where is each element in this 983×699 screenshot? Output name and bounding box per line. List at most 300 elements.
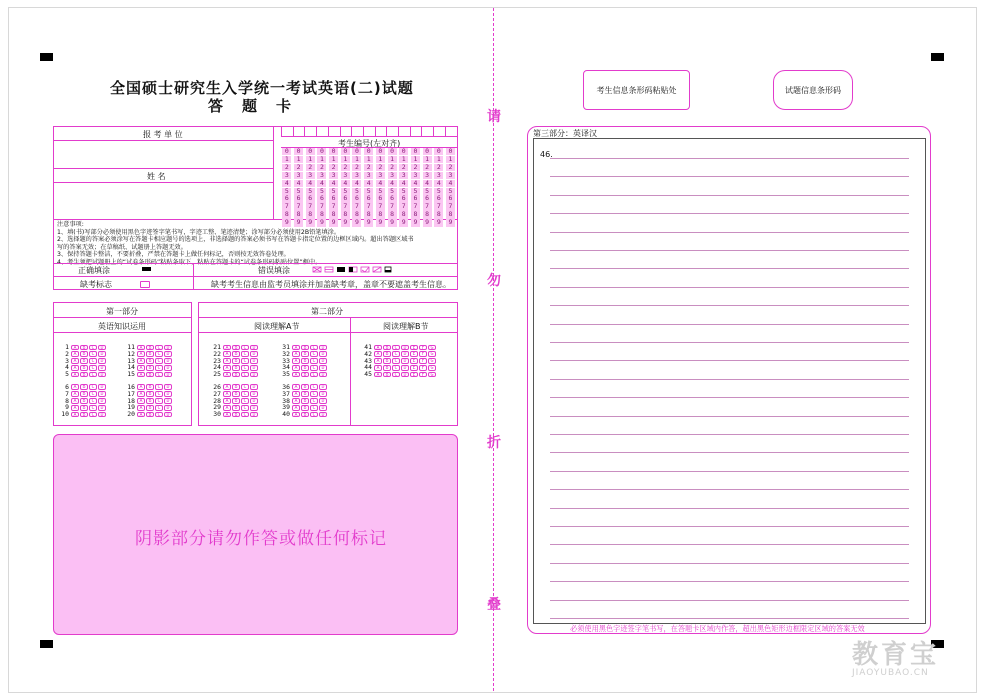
option-bubble-b[interactable]: B xyxy=(80,391,88,397)
option-bubble-b[interactable]: B xyxy=(80,405,88,411)
exam-id-bubble[interactable]: 5 xyxy=(446,188,455,195)
option-bubble-c[interactable]: C xyxy=(155,345,163,351)
option-bubble-f[interactable]: F xyxy=(419,358,427,364)
exam-id-bubble[interactable]: 4 xyxy=(317,180,326,187)
exam-id-bubble[interactable]: 1 xyxy=(364,156,373,163)
exam-id-bubble[interactable]: 4 xyxy=(282,180,291,187)
name-field[interactable] xyxy=(54,183,272,218)
exam-id-bubble[interactable]: 2 xyxy=(388,164,397,171)
option-bubble-d[interactable]: D xyxy=(98,365,106,371)
exam-id-bubble[interactable]: 7 xyxy=(434,203,443,210)
option-bubble-b[interactable]: B xyxy=(383,365,391,371)
option-bubble-d[interactable]: D xyxy=(250,365,258,371)
option-bubble-d[interactable]: D xyxy=(164,351,172,357)
option-bubble-c[interactable]: C xyxy=(392,345,400,351)
option-bubble-a[interactable]: A xyxy=(71,372,79,378)
option-bubble-b[interactable]: B xyxy=(232,405,240,411)
option-bubble-c[interactable]: C xyxy=(310,358,318,364)
option-bubble-b[interactable]: B xyxy=(232,345,240,351)
exam-id-bubble[interactable]: 5 xyxy=(388,188,397,195)
option-bubble-c[interactable]: C xyxy=(89,372,97,378)
option-bubble-c[interactable]: C xyxy=(310,365,318,371)
exam-id-bubble[interactable]: 8 xyxy=(282,211,291,218)
option-bubble-a[interactable]: A xyxy=(292,372,300,378)
option-bubble-b[interactable]: B xyxy=(301,412,309,418)
option-bubble-b[interactable]: B xyxy=(80,351,88,357)
option-bubble-f[interactable]: F xyxy=(419,351,427,357)
option-bubble-e[interactable]: E xyxy=(410,345,418,351)
exam-id-bubble[interactable]: 9 xyxy=(388,219,397,226)
option-bubble-c[interactable]: C xyxy=(241,358,249,364)
option-bubble-d[interactable]: D xyxy=(250,412,258,418)
option-bubble-d[interactable]: D xyxy=(98,351,106,357)
option-bubble-a[interactable]: A xyxy=(137,372,145,378)
exam-id-bubble[interactable]: 3 xyxy=(388,172,397,179)
option-bubble-b[interactable]: B xyxy=(146,398,154,404)
exam-id-bubble[interactable]: 9 xyxy=(282,219,291,226)
exam-id-bubble[interactable]: 1 xyxy=(352,156,361,163)
exam-id-bubble[interactable]: 9 xyxy=(341,219,350,226)
option-bubble-b[interactable]: B xyxy=(232,358,240,364)
option-bubble-a[interactable]: A xyxy=(71,405,79,411)
option-bubble-b[interactable]: B xyxy=(80,384,88,390)
exam-id-bubble[interactable]: 3 xyxy=(399,172,408,179)
exam-id-bubble[interactable]: 0 xyxy=(282,148,291,155)
exam-id-write-cell[interactable] xyxy=(316,126,328,136)
option-bubble-a[interactable]: A xyxy=(292,384,300,390)
option-bubble-c[interactable]: C xyxy=(241,345,249,351)
exam-id-bubble[interactable]: 3 xyxy=(282,172,291,179)
option-bubble-c[interactable]: C xyxy=(310,384,318,390)
exam-id-bubble[interactable]: 7 xyxy=(399,203,408,210)
exam-id-bubble[interactable]: 7 xyxy=(329,203,338,210)
exam-id-bubble[interactable]: 5 xyxy=(294,188,303,195)
exam-id-bubble[interactable]: 1 xyxy=(294,156,303,163)
exam-id-bubble[interactable]: 5 xyxy=(282,188,291,195)
exam-id-bubble[interactable]: 8 xyxy=(376,211,385,218)
option-bubble-d[interactable]: D xyxy=(98,398,106,404)
exam-id-bubble[interactable]: 4 xyxy=(434,180,443,187)
exam-id-bubble[interactable]: 9 xyxy=(306,219,315,226)
exam-id-bubble[interactable]: 0 xyxy=(317,148,326,155)
exam-id-bubble[interactable]: 4 xyxy=(388,180,397,187)
option-bubble-d[interactable]: D xyxy=(98,405,106,411)
exam-id-bubble[interactable]: 5 xyxy=(317,188,326,195)
option-bubble-d[interactable]: D xyxy=(164,345,172,351)
option-bubble-b[interactable]: B xyxy=(146,351,154,357)
option-bubble-c[interactable]: C xyxy=(310,372,318,378)
exam-id-bubble[interactable]: 6 xyxy=(329,195,338,202)
option-bubble-d[interactable]: D xyxy=(164,384,172,390)
exam-id-bubble[interactable]: 1 xyxy=(282,156,291,163)
exam-id-bubble[interactable]: 8 xyxy=(317,211,326,218)
exam-id-bubble[interactable]: 6 xyxy=(294,195,303,202)
exam-id-bubble[interactable]: 8 xyxy=(388,211,397,218)
option-bubble-a[interactable]: A xyxy=(223,372,231,378)
option-bubble-b[interactable]: B xyxy=(146,365,154,371)
option-bubble-d[interactable]: D xyxy=(98,412,106,418)
option-bubble-b[interactable]: B xyxy=(232,372,240,378)
option-bubble-a[interactable]: A xyxy=(137,412,145,418)
exam-id-bubble[interactable]: 0 xyxy=(434,148,443,155)
exam-id-bubble[interactable]: 1 xyxy=(329,156,338,163)
option-bubble-b[interactable]: B xyxy=(301,351,309,357)
option-bubble-a[interactable]: A xyxy=(374,358,382,364)
exam-id-bubble[interactable]: 0 xyxy=(411,148,420,155)
option-bubble-c[interactable]: C xyxy=(89,391,97,397)
option-bubble-b[interactable]: B xyxy=(80,412,88,418)
exam-id-bubble[interactable]: 4 xyxy=(446,180,455,187)
exam-id-bubble[interactable]: 6 xyxy=(434,195,443,202)
option-bubble-b[interactable]: B xyxy=(146,391,154,397)
exam-id-bubble[interactable]: 6 xyxy=(282,195,291,202)
option-bubble-b[interactable]: B xyxy=(301,391,309,397)
exam-id-bubble[interactable]: 8 xyxy=(352,211,361,218)
option-bubble-d[interactable]: D xyxy=(319,412,327,418)
option-bubble-d[interactable]: D xyxy=(250,391,258,397)
exam-id-write-cell[interactable] xyxy=(445,126,457,136)
option-bubble-d[interactable]: D xyxy=(164,358,172,364)
option-bubble-d[interactable]: D xyxy=(250,384,258,390)
option-bubble-c[interactable]: C xyxy=(310,391,318,397)
option-bubble-a[interactable]: A xyxy=(137,405,145,411)
option-bubble-c[interactable]: C xyxy=(241,372,249,378)
option-bubble-f[interactable]: F xyxy=(419,365,427,371)
exam-id-bubble[interactable]: 5 xyxy=(376,188,385,195)
option-bubble-e[interactable]: E xyxy=(410,351,418,357)
option-bubble-d[interactable]: D xyxy=(98,391,106,397)
exam-id-bubble[interactable]: 7 xyxy=(376,203,385,210)
option-bubble-a[interactable]: A xyxy=(223,384,231,390)
option-bubble-a[interactable]: A xyxy=(223,345,231,351)
option-bubble-d[interactable]: D xyxy=(319,405,327,411)
option-bubble-c[interactable]: C xyxy=(89,358,97,364)
option-bubble-a[interactable]: A xyxy=(71,345,79,351)
option-bubble-a[interactable]: A xyxy=(292,398,300,404)
option-bubble-a[interactable]: A xyxy=(71,365,79,371)
option-bubble-d[interactable]: D xyxy=(401,351,409,357)
option-bubble-f[interactable]: F xyxy=(419,345,427,351)
exam-id-bubble[interactable]: 9 xyxy=(329,219,338,226)
exam-id-bubble[interactable]: 9 xyxy=(364,219,373,226)
option-bubble-d[interactable]: D xyxy=(250,372,258,378)
exam-id-bubble[interactable]: 1 xyxy=(306,156,315,163)
option-bubble-c[interactable]: C xyxy=(155,372,163,378)
option-bubble-g[interactable]: G xyxy=(428,358,436,364)
option-bubble-c[interactable]: C xyxy=(392,372,400,378)
exam-id-bubble[interactable]: 1 xyxy=(376,156,385,163)
option-bubble-a[interactable]: A xyxy=(292,405,300,411)
option-bubble-b[interactable]: B xyxy=(146,345,154,351)
option-bubble-a[interactable]: A xyxy=(374,345,382,351)
option-bubble-b[interactable]: B xyxy=(146,412,154,418)
option-bubble-a[interactable]: A xyxy=(137,358,145,364)
exam-id-bubble[interactable]: 1 xyxy=(399,156,408,163)
exam-id-bubble[interactable]: 6 xyxy=(446,195,455,202)
exam-id-bubble[interactable]: 7 xyxy=(282,203,291,210)
option-bubble-c[interactable]: C xyxy=(241,405,249,411)
exam-id-bubble[interactable]: 4 xyxy=(399,180,408,187)
option-bubble-c[interactable]: C xyxy=(89,405,97,411)
exam-id-bubble[interactable]: 4 xyxy=(341,180,350,187)
option-bubble-c[interactable]: C xyxy=(241,365,249,371)
exam-id-bubble[interactable]: 2 xyxy=(364,164,373,171)
option-bubble-b[interactable]: B xyxy=(301,345,309,351)
option-bubble-d[interactable]: D xyxy=(164,365,172,371)
exam-id-bubble[interactable]: 0 xyxy=(329,148,338,155)
option-bubble-b[interactable]: B xyxy=(80,365,88,371)
exam-id-bubble[interactable]: 9 xyxy=(434,219,443,226)
exam-id-bubble[interactable]: 4 xyxy=(352,180,361,187)
exam-id-bubble[interactable]: 4 xyxy=(364,180,373,187)
option-bubble-a[interactable]: A xyxy=(374,372,382,378)
option-bubble-d[interactable]: D xyxy=(319,384,327,390)
option-bubble-d[interactable]: D xyxy=(319,351,327,357)
option-bubble-d[interactable]: D xyxy=(319,358,327,364)
unit-field[interactable] xyxy=(54,141,272,168)
exam-id-bubble[interactable]: 2 xyxy=(411,164,420,171)
option-bubble-d[interactable]: D xyxy=(401,372,409,378)
exam-id-bubble[interactable]: 8 xyxy=(306,211,315,218)
option-bubble-c[interactable]: C xyxy=(155,405,163,411)
exam-id-bubble[interactable]: 2 xyxy=(352,164,361,171)
option-bubble-g[interactable]: G xyxy=(428,372,436,378)
exam-id-bubble[interactable]: 3 xyxy=(411,172,420,179)
option-bubble-a[interactable]: A xyxy=(223,391,231,397)
exam-id-bubble[interactable]: 0 xyxy=(388,148,397,155)
exam-id-bubble[interactable]: 1 xyxy=(411,156,420,163)
option-bubble-b[interactable]: B xyxy=(232,351,240,357)
option-bubble-d[interactable]: D xyxy=(164,398,172,404)
option-bubble-b[interactable]: B xyxy=(146,358,154,364)
option-bubble-a[interactable]: A xyxy=(292,412,300,418)
option-bubble-c[interactable]: C xyxy=(89,351,97,357)
option-bubble-d[interactable]: D xyxy=(250,405,258,411)
exam-id-bubble[interactable]: 8 xyxy=(399,211,408,218)
option-bubble-c[interactable]: C xyxy=(155,365,163,371)
exam-id-bubble[interactable]: 9 xyxy=(317,219,326,226)
exam-id-bubble[interactable]: 3 xyxy=(423,172,432,179)
option-bubble-b[interactable]: B xyxy=(301,384,309,390)
exam-id-bubble[interactable]: 2 xyxy=(434,164,443,171)
exam-id-bubble[interactable]: 6 xyxy=(364,195,373,202)
exam-id-bubble[interactable]: 1 xyxy=(317,156,326,163)
exam-id-bubble[interactable]: 0 xyxy=(423,148,432,155)
option-bubble-b[interactable]: B xyxy=(301,358,309,364)
exam-id-bubble[interactable]: 9 xyxy=(294,219,303,226)
option-bubble-c[interactable]: C xyxy=(89,384,97,390)
option-bubble-c[interactable]: C xyxy=(241,384,249,390)
option-bubble-b[interactable]: B xyxy=(232,391,240,397)
exam-id-write-cell[interactable] xyxy=(281,126,293,136)
option-bubble-c[interactable]: C xyxy=(392,358,400,364)
option-bubble-a[interactable]: A xyxy=(71,412,79,418)
option-bubble-a[interactable]: A xyxy=(374,365,382,371)
exam-id-bubble[interactable]: 6 xyxy=(376,195,385,202)
exam-id-write-cell[interactable] xyxy=(363,126,375,136)
option-bubble-a[interactable]: A xyxy=(137,391,145,397)
option-bubble-d[interactable]: D xyxy=(250,345,258,351)
exam-id-bubble[interactable]: 6 xyxy=(411,195,420,202)
exam-id-bubble[interactable]: 8 xyxy=(434,211,443,218)
option-bubble-d[interactable]: D xyxy=(319,345,327,351)
exam-id-bubble[interactable]: 3 xyxy=(434,172,443,179)
exam-id-bubble[interactable]: 5 xyxy=(364,188,373,195)
option-bubble-c[interactable]: C xyxy=(310,398,318,404)
option-bubble-c[interactable]: C xyxy=(241,391,249,397)
option-bubble-d[interactable]: D xyxy=(319,398,327,404)
option-bubble-a[interactable]: A xyxy=(223,412,231,418)
exam-id-bubble[interactable]: 0 xyxy=(294,148,303,155)
option-bubble-b[interactable]: B xyxy=(80,345,88,351)
option-bubble-g[interactable]: G xyxy=(428,365,436,371)
option-bubble-a[interactable]: A xyxy=(137,384,145,390)
option-bubble-b[interactable]: B xyxy=(301,372,309,378)
option-bubble-a[interactable]: A xyxy=(71,351,79,357)
option-bubble-d[interactable]: D xyxy=(319,372,327,378)
exam-id-bubble[interactable]: 9 xyxy=(411,219,420,226)
option-bubble-c[interactable]: C xyxy=(310,345,318,351)
option-bubble-a[interactable]: A xyxy=(292,358,300,364)
option-bubble-b[interactable]: B xyxy=(146,384,154,390)
option-bubble-d[interactable]: D xyxy=(98,358,106,364)
exam-id-bubble[interactable]: 3 xyxy=(329,172,338,179)
exam-id-bubble[interactable]: 2 xyxy=(446,164,455,171)
option-bubble-c[interactable]: C xyxy=(89,365,97,371)
exam-id-bubble[interactable]: 5 xyxy=(329,188,338,195)
option-bubble-a[interactable]: A xyxy=(374,351,382,357)
option-bubble-f[interactable]: F xyxy=(419,372,427,378)
exam-id-bubble[interactable]: 0 xyxy=(446,148,455,155)
option-bubble-a[interactable]: A xyxy=(223,358,231,364)
option-bubble-g[interactable]: G xyxy=(428,345,436,351)
exam-id-bubble[interactable]: 0 xyxy=(341,148,350,155)
option-bubble-a[interactable]: A xyxy=(137,398,145,404)
option-bubble-b[interactable]: B xyxy=(146,405,154,411)
exam-id-bubble[interactable]: 3 xyxy=(341,172,350,179)
exam-id-bubble[interactable]: 1 xyxy=(341,156,350,163)
option-bubble-b[interactable]: B xyxy=(301,405,309,411)
exam-id-bubble[interactable]: 3 xyxy=(294,172,303,179)
exam-id-bubble[interactable]: 8 xyxy=(423,211,432,218)
exam-id-write-cell[interactable] xyxy=(328,126,340,136)
exam-id-bubble[interactable]: 1 xyxy=(446,156,455,163)
exam-id-bubble[interactable]: 7 xyxy=(446,203,455,210)
option-bubble-d[interactable]: D xyxy=(164,391,172,397)
option-bubble-a[interactable]: A xyxy=(71,384,79,390)
option-bubble-a[interactable]: A xyxy=(292,345,300,351)
option-bubble-d[interactable]: D xyxy=(98,345,106,351)
exam-id-bubble[interactable]: 6 xyxy=(352,195,361,202)
option-bubble-d[interactable]: D xyxy=(164,372,172,378)
option-bubble-c[interactable]: C xyxy=(89,412,97,418)
exam-id-bubble[interactable]: 2 xyxy=(329,164,338,171)
option-bubble-c[interactable]: C xyxy=(155,412,163,418)
exam-id-bubble[interactable]: 7 xyxy=(364,203,373,210)
option-bubble-d[interactable]: D xyxy=(250,358,258,364)
exam-id-bubble[interactable]: 2 xyxy=(423,164,432,171)
exam-id-write-cell[interactable] xyxy=(386,126,398,136)
option-bubble-d[interactable]: D xyxy=(319,391,327,397)
option-bubble-b[interactable]: B xyxy=(383,372,391,378)
exam-id-bubble[interactable]: 2 xyxy=(376,164,385,171)
option-bubble-b[interactable]: B xyxy=(232,398,240,404)
exam-id-bubble[interactable]: 7 xyxy=(411,203,420,210)
option-bubble-a[interactable]: A xyxy=(71,358,79,364)
exam-id-bubble[interactable]: 2 xyxy=(317,164,326,171)
option-bubble-b[interactable]: B xyxy=(383,345,391,351)
option-bubble-a[interactable]: A xyxy=(223,405,231,411)
exam-id-bubble[interactable]: 2 xyxy=(294,164,303,171)
option-bubble-d[interactable]: D xyxy=(98,372,106,378)
exam-id-write-cell[interactable] xyxy=(293,126,305,136)
exam-id-bubble[interactable]: 7 xyxy=(294,203,303,210)
option-bubble-b[interactable]: B xyxy=(232,412,240,418)
exam-id-bubble[interactable]: 0 xyxy=(306,148,315,155)
exam-id-bubble[interactable]: 5 xyxy=(352,188,361,195)
exam-id-bubble[interactable]: 0 xyxy=(399,148,408,155)
exam-id-bubble[interactable]: 4 xyxy=(411,180,420,187)
exam-id-bubble[interactable]: 7 xyxy=(388,203,397,210)
exam-id-bubble[interactable]: 5 xyxy=(306,188,315,195)
option-bubble-d[interactable]: D xyxy=(250,398,258,404)
option-bubble-d[interactable]: D xyxy=(98,384,106,390)
option-bubble-c[interactable]: C xyxy=(310,412,318,418)
exam-id-bubble[interactable]: 7 xyxy=(306,203,315,210)
exam-id-write-cell[interactable] xyxy=(398,126,410,136)
option-bubble-c[interactable]: C xyxy=(241,412,249,418)
exam-id-bubble[interactable]: 8 xyxy=(411,211,420,218)
option-bubble-a[interactable]: A xyxy=(71,398,79,404)
option-bubble-d[interactable]: D xyxy=(250,351,258,357)
exam-id-bubble[interactable]: 5 xyxy=(434,188,443,195)
option-bubble-a[interactable]: A xyxy=(223,351,231,357)
exam-id-bubble[interactable]: 6 xyxy=(388,195,397,202)
exam-id-bubble[interactable]: 6 xyxy=(399,195,408,202)
exam-id-bubble[interactable]: 4 xyxy=(294,180,303,187)
exam-id-write-cell[interactable] xyxy=(410,126,422,136)
exam-id-bubble[interactable]: 3 xyxy=(352,172,361,179)
option-bubble-g[interactable]: G xyxy=(428,351,436,357)
option-bubble-d[interactable]: D xyxy=(401,365,409,371)
exam-id-bubble[interactable]: 8 xyxy=(364,211,373,218)
exam-id-bubble[interactable]: 3 xyxy=(364,172,373,179)
option-bubble-e[interactable]: E xyxy=(410,372,418,378)
option-bubble-b[interactable]: B xyxy=(146,372,154,378)
exam-id-bubble[interactable]: 0 xyxy=(364,148,373,155)
option-bubble-b[interactable]: B xyxy=(232,365,240,371)
option-bubble-a[interactable]: A xyxy=(137,345,145,351)
exam-id-bubble[interactable]: 4 xyxy=(329,180,338,187)
exam-id-bubble[interactable]: 6 xyxy=(423,195,432,202)
exam-id-write-cell[interactable] xyxy=(304,126,316,136)
option-bubble-a[interactable]: A xyxy=(292,391,300,397)
option-bubble-c[interactable]: C xyxy=(392,351,400,357)
option-bubble-a[interactable]: A xyxy=(71,391,79,397)
exam-id-bubble[interactable]: 8 xyxy=(329,211,338,218)
exam-id-bubble[interactable]: 5 xyxy=(423,188,432,195)
option-bubble-d[interactable]: D xyxy=(401,345,409,351)
option-bubble-c[interactable]: C xyxy=(89,345,97,351)
option-bubble-c[interactable]: C xyxy=(89,398,97,404)
option-bubble-c[interactable]: C xyxy=(155,351,163,357)
exam-id-bubble[interactable]: 6 xyxy=(341,195,350,202)
option-bubble-b[interactable]: B xyxy=(301,398,309,404)
option-bubble-d[interactable]: D xyxy=(401,358,409,364)
option-bubble-c[interactable]: C xyxy=(310,351,318,357)
option-bubble-d[interactable]: D xyxy=(164,405,172,411)
option-bubble-c[interactable]: C xyxy=(241,398,249,404)
